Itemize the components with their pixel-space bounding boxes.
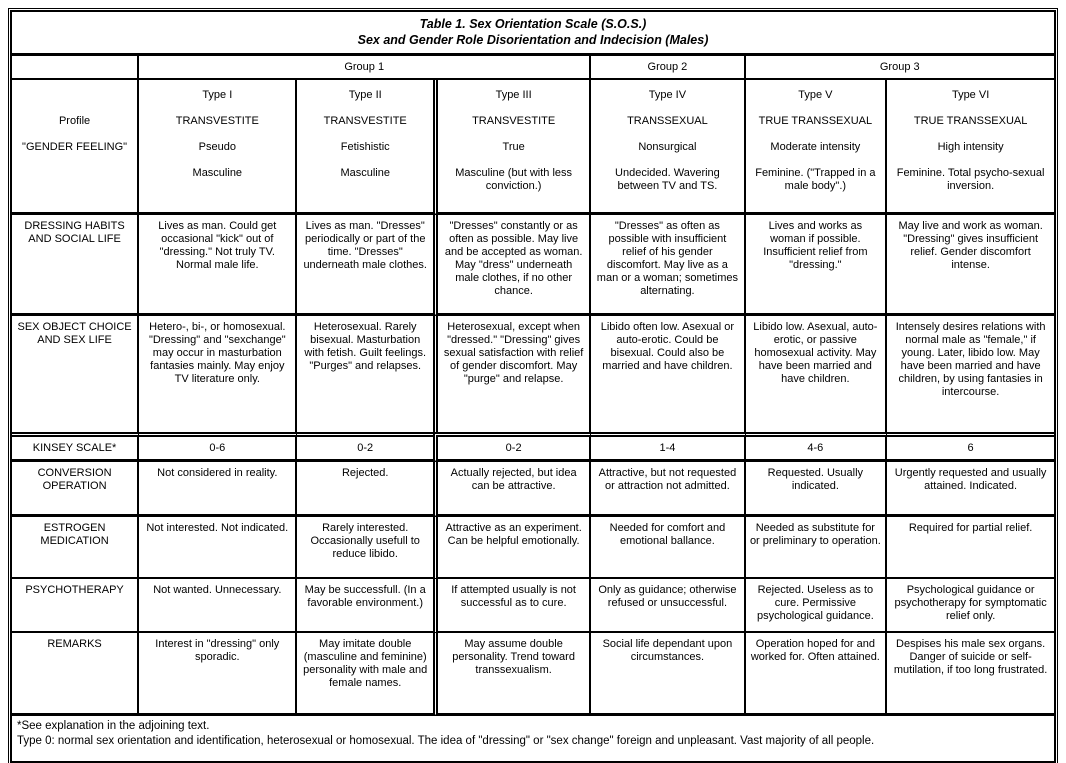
cell-kinsey-type-vi: 6: [887, 432, 1054, 462]
footnote-see-explanation: *See explanation in the adjoining text.: [17, 720, 210, 732]
cell-kinsey-type-iv: 1-4: [591, 432, 745, 462]
table-title-line1: Table 1. Sex Orientation Scale (S.O.S.): [419, 17, 647, 31]
type-descriptor: True: [502, 141, 525, 153]
sos-table-border: [10, 10, 1056, 763]
cell-sexobject-type-iii: Heterosexual, except when "dressed." "Dressing" gives sexual satisfaction with relief of gender discomfort. May "purge" and relapse.: [433, 316, 591, 432]
sos-table: [12, 12, 1054, 761]
cell-remarks-type-iv: Social life dependant upon circumstances.: [591, 633, 745, 716]
cell-estrogen-type-iii: Attractive as an experiment. Can be helpful emotionally.: [433, 517, 591, 579]
cell-sexobject-type-i: Hetero-, bi-, or homosexual. "Dressing" and "sexchange" may occur in masturbation fantasies mainly. May enjoy TV literature only.: [139, 316, 297, 432]
cell-sexobject-type-iv: Libido often low. Asexual or auto-erotic. Could be bisexual. Could also be married and have children.: [591, 316, 745, 432]
type-label: Type VI: [951, 89, 990, 101]
gender-feeling: Masculine (but with less conviction.): [455, 167, 573, 192]
gender-feeling: Masculine: [340, 167, 390, 179]
cell-psychotherapy-type-iv: Only as guidance; otherwise refused or unsuccessful.: [591, 579, 745, 633]
gender-feeling: Undecided. Wavering between TV and TS.: [615, 167, 720, 192]
gender-feeling-label: "GENDER FEELING": [22, 141, 128, 153]
cell-psychotherapy-type-iii: If attempted usually is not successful as to cure.: [433, 579, 591, 633]
profile-type-iv: [591, 80, 745, 215]
profile-type-vi: [887, 80, 1054, 215]
type-descriptor: Moderate intensity: [770, 141, 861, 153]
cell-conversion-type-ii: Rejected.: [297, 462, 432, 517]
gender-feeling: Feminine. Total psycho-sexual inversion.: [896, 167, 1045, 192]
row-label-remarks: REMARKS: [12, 633, 139, 716]
type-name: TRUE TRANSSEXUAL: [913, 115, 1028, 127]
cell-dressing-type-v: Lives and works as woman if possible. Insufficient relief from "dressing.": [746, 215, 888, 316]
type-label: Type IV: [648, 89, 687, 101]
profile-type-i: [139, 80, 297, 215]
profile-type-ii: [297, 80, 432, 215]
profile-label: Profile: [58, 115, 91, 127]
cell-dressing-type-i: Lives as man. Could get occasional "kick" out of "dressing." Not truly TV. Normal male life.: [139, 215, 297, 316]
cell-remarks-type-i: Interest in "dressing" only sporadic.: [139, 633, 297, 716]
row-label-conversion-operation: CONVERSION OPERATION: [12, 462, 139, 517]
type-descriptor: High intensity: [937, 141, 1004, 153]
profile-type-iii: [433, 80, 591, 215]
type-name: TRANSVESTITE: [175, 115, 259, 127]
cell-psychotherapy-type-v: Rejected. Useless as to cure. Permissive psychological guidance.: [746, 579, 888, 633]
type-descriptor: Fetishistic: [340, 141, 390, 153]
cell-kinsey-type-v: 4-6: [746, 432, 888, 462]
cell-conversion-type-iii: Actually rejected, but idea can be attractive.: [433, 462, 591, 517]
group-header-3: Group 3: [746, 56, 1054, 80]
row-label-psychotherapy: PSYCHOTHERAPY: [12, 579, 139, 633]
cell-estrogen-type-v: Needed as substitute for or preliminary to operation.: [746, 517, 888, 579]
cell-dressing-type-iii: "Dresses" constantly or as often as possible. May live and be accepted as woman. May "dress" underneath male clothes, if no other chance.: [433, 215, 591, 316]
gender-feeling: Feminine. ("Trapped in a male body".): [755, 167, 876, 192]
cell-kinsey-type-ii: 0-2: [297, 432, 432, 462]
cell-psychotherapy-type-vi: Psychological guidance or psychotherapy for symptomatic relief only.: [887, 579, 1054, 633]
cell-conversion-type-i: Not considered in reality.: [139, 462, 297, 517]
type-name: TRANSVESTITE: [472, 115, 556, 127]
footnote-type-0: Type 0: normal sex orientation and identification, heterosexual or homosexual. The idea of "dressing" or "sex change" foreign and unpleasant. Vast majority of all people.: [17, 735, 875, 747]
row-label-estrogen-medication: ESTROGEN MEDICATION: [12, 517, 139, 579]
type-label: Type III: [495, 89, 532, 101]
group-header-2: Group 2: [591, 56, 745, 80]
cell-conversion-type-iv: Attractive, but not requested or attraction not admitted.: [591, 462, 745, 517]
type-label: Type V: [798, 89, 833, 101]
cell-dressing-type-iv: "Dresses" as often as possible with insufficient relief of his gender discomfort. May live as a man or a woman; sometimes alternating.: [591, 215, 745, 316]
cell-conversion-type-vi: Urgently requested and usually attained. Indicated.: [887, 462, 1054, 517]
type-label: Type II: [348, 89, 382, 101]
profile-type-v: [746, 80, 888, 215]
group-header-empty: [12, 56, 139, 80]
cell-conversion-type-v: Requested. Usually indicated.: [746, 462, 888, 517]
cell-kinsey-type-i: 0-6: [139, 432, 297, 462]
cell-estrogen-type-i: Not interested. Not indicated.: [139, 517, 297, 579]
table-footnotes: [12, 716, 1054, 761]
cell-dressing-type-vi: May live and work as woman. "Dressing" gives insufficient relief. Gender discomfort intense.: [887, 215, 1054, 316]
type-name: TRANSSEXUAL: [627, 115, 708, 127]
type-name: TRANSVESTITE: [323, 115, 407, 127]
cell-estrogen-type-ii: Rarely interested. Occasionally usefull to reduce libido.: [297, 517, 432, 579]
cell-remarks-type-iii: May assume double personality. Trend toward transsexualism.: [433, 633, 591, 716]
cell-psychotherapy-type-ii: May be successfull. (In a favorable environment.): [297, 579, 432, 633]
cell-sexobject-type-vi: Intensely desires relations with normal male as "female," if young. Later, libido low. May have been married and have children, by using fantasies in intercourse.: [895, 321, 1046, 398]
cell-remarks-type-vi: Despises his male sex organs. Danger of suicide or self-mutilation, if too long frustrated.: [887, 633, 1054, 716]
cell-psychotherapy-type-i: Not wanted. Unnecessary.: [139, 579, 297, 633]
row-label-sex-object-choice: SEX OBJECT CHOICE AND SEX LIFE: [12, 316, 139, 432]
table-title-line2: Sex and Gender Role Disorientation and Indecision (Males): [357, 33, 709, 47]
type-descriptor: Pseudo: [198, 141, 236, 153]
cell-kinsey-type-iii: 0-2: [433, 432, 591, 462]
gender-feeling: Masculine: [192, 167, 243, 179]
cell-estrogen-type-iv: Needed for comfort and emotional ballance.: [591, 517, 745, 579]
profile-row-label: [12, 80, 139, 215]
row-label-kinsey-scale: KINSEY SCALE*: [12, 432, 139, 462]
type-label: Type I: [202, 89, 233, 101]
type-descriptor: Nonsurgical: [638, 141, 697, 153]
cell-estrogen-type-vi: Required for partial relief.: [887, 517, 1054, 579]
table-title: [12, 12, 1054, 56]
cell-remarks-type-v: Operation hoped for and worked for. Often attained.: [746, 633, 888, 716]
group-header-1: Group 1: [139, 56, 591, 80]
cell-sexobject-type-v: Libido low. Asexual, auto-erotic, or passive homosexual activity. May have been married and have children.: [746, 316, 888, 432]
cell-remarks-type-ii: May imitate double (masculine and feminine) personality with male and female names.: [297, 633, 432, 716]
row-label-dressing-habits: DRESSING HABITS AND SOCIAL LIFE: [12, 215, 139, 316]
cell-sexobject-type-ii: Heterosexual. Rarely bisexual. Masturbation with fetish. Guilt feelings. "Purges" and relapses.: [304, 321, 427, 372]
cell-dressing-type-ii: Lives as man. "Dresses" periodically or part of the time. "Dresses" underneath male clothes.: [297, 215, 432, 316]
type-name: TRUE TRANSSEXUAL: [758, 115, 873, 127]
